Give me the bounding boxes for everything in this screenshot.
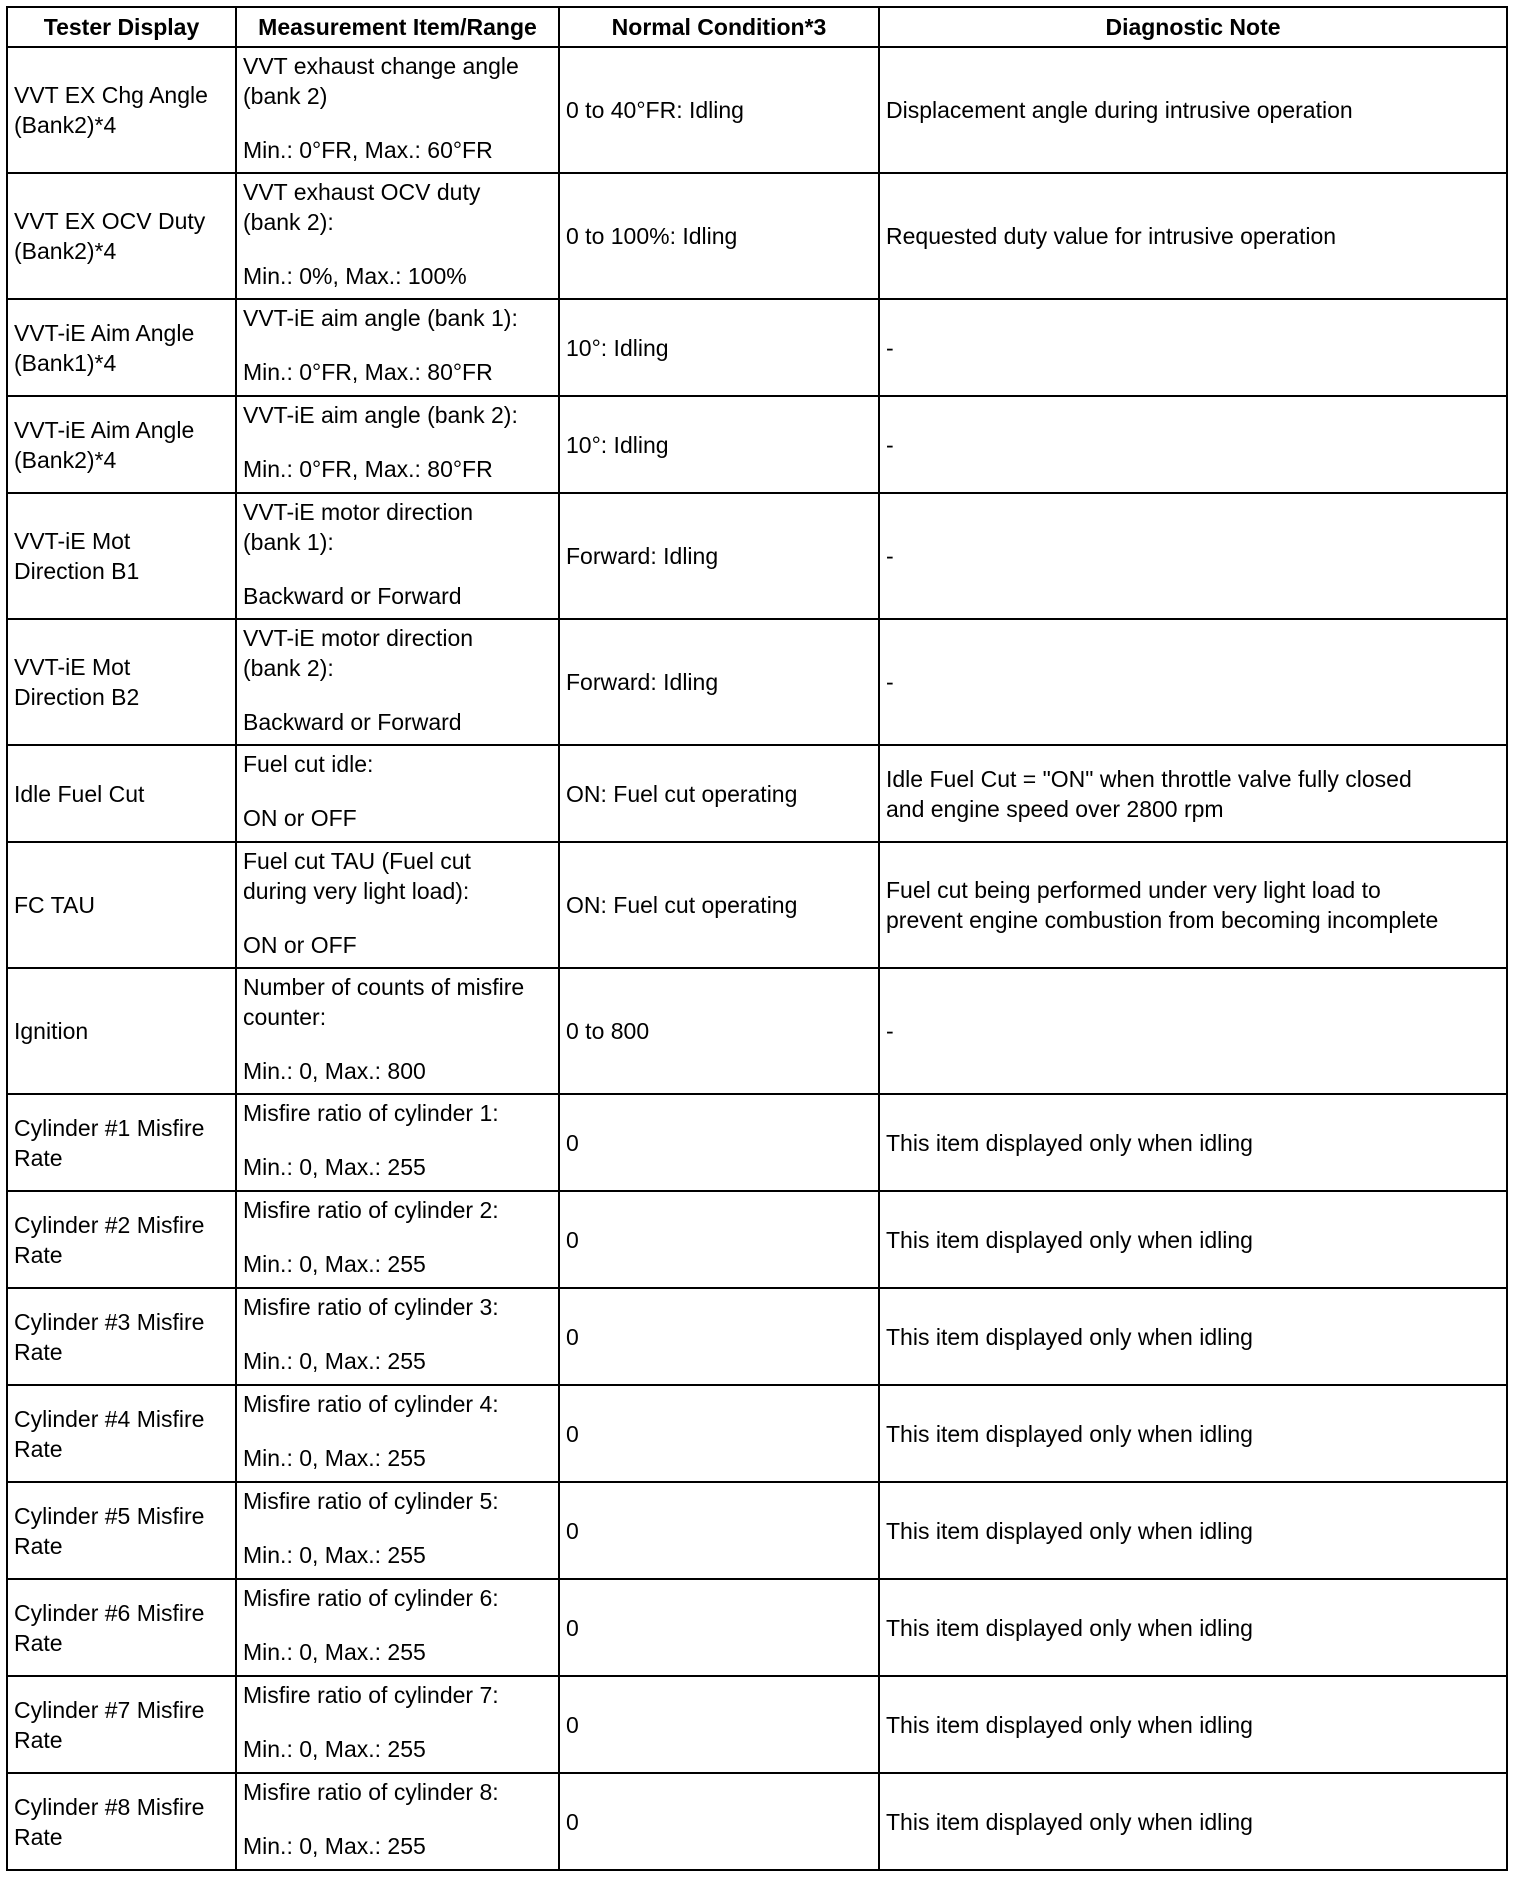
tester-display-cell (7, 396, 236, 493)
normal-condition-cell (559, 1676, 879, 1773)
diagnostic-note-cell (879, 619, 1507, 745)
normal-condition-text: 0 (566, 1808, 579, 1835)
measurement-item-cell (236, 1288, 559, 1385)
tester-display-text: FC TAU (14, 892, 95, 918)
diagnostic-note-cell (879, 1288, 1507, 1385)
normal-condition-cell (559, 173, 879, 299)
diagnostic-note-cell (879, 1482, 1507, 1579)
header-diagnostic-note: Diagnostic Note (879, 7, 1507, 47)
normal-condition-cell (559, 1385, 879, 1482)
measurement-item-cell (236, 745, 559, 842)
diagnostic-note-cell (879, 173, 1507, 299)
measurement-range-text: Min.: 0, Max.: 255 (243, 1154, 426, 1180)
tester-display-text: VVT EX OCV Duty (Bank2)*4 (14, 208, 206, 264)
measurement-gap (243, 1710, 552, 1734)
measurement-gap (243, 779, 552, 803)
tester-display-cell (7, 745, 236, 842)
measurement-item-text: Misfire ratio of cylinder 6: (243, 1585, 499, 1611)
normal-condition-text: 0 to 100%: Idling (566, 223, 738, 249)
tester-display-text: Cylinder #1 Misfire Rate (14, 1114, 205, 1171)
tester-display-text: Cylinder #7 Misfire Rate (14, 1696, 205, 1753)
diagnostic-note-text: - (886, 334, 894, 361)
tester-display-text: VVT-iE Mot Direction B2 (14, 654, 140, 710)
tester-display-cell (7, 1094, 236, 1191)
diagnostic-note-cell (879, 299, 1507, 396)
diagnostic-note-cell (879, 1385, 1507, 1482)
measurement-item-text: Misfire ratio of cylinder 3: (243, 1294, 499, 1320)
header-normal-condition: Normal Condition*3 (559, 7, 879, 47)
table-row (7, 493, 1507, 619)
measurement-gap (243, 333, 552, 357)
normal-condition-text: 0 (566, 1614, 579, 1641)
measurement-item-text: Misfire ratio of cylinder 2: (243, 1197, 499, 1223)
table-row (7, 1094, 1507, 1191)
tester-display-cell (7, 1579, 236, 1676)
tester-display-text: VVT-iE Aim Angle (Bank1)*4 (14, 319, 195, 376)
table-row (7, 299, 1507, 396)
measurement-gap (243, 1613, 552, 1637)
normal-condition-text: 0 (566, 1226, 579, 1253)
diagnostic-note-cell (879, 1191, 1507, 1288)
normal-condition-cell (559, 968, 879, 1094)
normal-condition-text: 10°: Idling (566, 334, 669, 361)
measurement-item-cell (236, 173, 559, 299)
table-row (7, 968, 1507, 1094)
tester-display-cell (7, 1385, 236, 1482)
measurement-item-cell (236, 968, 559, 1094)
tester-display-cell (7, 493, 236, 619)
measurement-range-text: Min.: 0, Max.: 255 (243, 1445, 426, 1471)
diagnostic-note-cell (879, 968, 1507, 1094)
diagnostic-note-text: This item displayed only when idling (886, 1711, 1253, 1738)
measurement-range-text: Min.: 0, Max.: 255 (243, 1542, 426, 1568)
normal-condition-cell (559, 493, 879, 619)
diagnostic-note-cell (879, 1579, 1507, 1676)
diagnostic-note-cell (879, 745, 1507, 842)
measurement-item-cell (236, 1773, 559, 1870)
tester-display-text: VVT-iE Mot Direction B1 (14, 528, 140, 584)
normal-condition-cell (559, 1094, 879, 1191)
measurement-range-text: Min.: 0°FR, Max.: 80°FR (243, 456, 493, 482)
measurement-range-text: Min.: 0, Max.: 255 (243, 1348, 426, 1374)
tester-display-cell (7, 47, 236, 173)
diagnostic-note-text: This item displayed only when idling (886, 1226, 1253, 1253)
diagnostic-note-text: This item displayed only when idling (886, 1129, 1253, 1156)
diagnostic-note-cell (879, 47, 1507, 173)
normal-condition-cell (559, 745, 879, 842)
tester-display-text: Cylinder #2 Misfire Rate (14, 1211, 205, 1268)
measurement-item-cell (236, 1579, 559, 1676)
diagnostic-note-text: This item displayed only when idling (886, 1517, 1253, 1544)
diagnostic-note-text: Fuel cut being performed under very light load to prevent engine combustion from becoming incomplete (886, 877, 1439, 933)
measurement-gap (243, 1322, 552, 1346)
diagnostic-note-text: - (886, 431, 894, 458)
measurement-item-cell (236, 619, 559, 745)
measurement-item-text: VVT-iE motor direction (bank 1): (243, 499, 474, 555)
normal-condition-cell (559, 619, 879, 745)
normal-condition-text: 0 (566, 1323, 579, 1350)
table-row (7, 1385, 1507, 1482)
diagnostic-note-text: - (886, 543, 894, 569)
normal-condition-cell (559, 1773, 879, 1870)
tester-display-text: Cylinder #5 Misfire Rate (14, 1502, 205, 1559)
normal-condition-text: Forward: Idling (566, 543, 719, 569)
measurement-gap (243, 557, 552, 581)
measurement-gap (243, 1032, 552, 1056)
tester-display-cell (7, 1191, 236, 1288)
measurement-range-text: Min.: 0, Max.: 255 (243, 1736, 426, 1762)
measurement-item-text: Fuel cut idle: (243, 751, 374, 777)
measurement-item-cell (236, 1676, 559, 1773)
measurement-item-text: Misfire ratio of cylinder 4: (243, 1391, 499, 1417)
tester-display-text: VVT-iE Aim Angle (Bank2)*4 (14, 416, 195, 473)
measurement-range-text: Backward or Forward (243, 709, 462, 735)
table-row (7, 1579, 1507, 1676)
table-row (7, 1676, 1507, 1773)
measurement-gap (243, 1807, 552, 1831)
tester-display-text: Cylinder #3 Misfire Rate (14, 1308, 205, 1365)
diagnostic-note-text: Idle Fuel Cut = "ON" when throttle valve fully closed and engine speed over 2800 rpm (886, 765, 1412, 822)
measurement-gap (243, 430, 552, 454)
measurement-item-cell (236, 1385, 559, 1482)
tester-display-text: VVT EX Chg Angle (Bank2)*4 (14, 82, 208, 138)
diagnostic-note-cell (879, 1094, 1507, 1191)
normal-condition-text: 0 to 40°FR: Idling (566, 97, 744, 123)
tester-display-cell (7, 842, 236, 968)
measurement-item-text: VVT-iE motor direction (bank 2): (243, 625, 474, 681)
normal-condition-cell (559, 1191, 879, 1288)
table-row (7, 173, 1507, 299)
measurement-item-cell (236, 396, 559, 493)
diagnostic-note-text: Displacement angle during intrusive operation (886, 97, 1353, 123)
tester-display-cell (7, 1773, 236, 1870)
measurement-range-text: Min.: 0%, Max.: 100% (243, 263, 467, 289)
normal-condition-text: 0 (566, 1129, 579, 1156)
normal-condition-cell (559, 1579, 879, 1676)
data-list-table (6, 6, 1508, 1871)
tester-display-text: Cylinder #4 Misfire Rate (14, 1405, 205, 1462)
table-row (7, 745, 1507, 842)
measurement-item-text: Misfire ratio of cylinder 7: (243, 1682, 499, 1708)
header-measurement-item: Measurement Item/Range (236, 7, 559, 47)
normal-condition-cell (559, 1288, 879, 1385)
normal-condition-cell (559, 299, 879, 396)
normal-condition-cell (559, 842, 879, 968)
normal-condition-text: 0 (566, 1420, 579, 1447)
normal-condition-text: 0 (566, 1711, 579, 1738)
tester-display-cell (7, 968, 236, 1094)
normal-condition-text: ON: Fuel cut operating (566, 892, 798, 918)
measurement-item-text: Misfire ratio of cylinder 1: (243, 1100, 499, 1126)
header-row (7, 7, 1507, 47)
table-row (7, 1288, 1507, 1385)
table-row (7, 1773, 1507, 1870)
normal-condition-cell (559, 47, 879, 173)
normal-condition-text: Forward: Idling (566, 669, 719, 695)
diagnostic-note-cell (879, 493, 1507, 619)
diagnostic-note-cell (879, 1773, 1507, 1870)
measurement-item-text: VVT exhaust change angle (bank 2) (243, 53, 519, 109)
measurement-item-text: Number of counts of misfire counter: (243, 974, 525, 1030)
tester-display-cell (7, 1676, 236, 1773)
measurement-item-cell (236, 47, 559, 173)
measurement-item-text: VVT-iE aim angle (bank 1): (243, 305, 518, 331)
measurement-gap (243, 683, 552, 707)
diagnostic-note-text: Requested duty value for intrusive operation (886, 223, 1337, 249)
diagnostic-note-cell (879, 1676, 1507, 1773)
measurement-range-text: Min.: 0, Max.: 255 (243, 1639, 426, 1665)
measurement-range-text: Min.: 0°FR, Max.: 80°FR (243, 359, 493, 385)
tester-display-cell (7, 1288, 236, 1385)
diagnostic-note-text: This item displayed only when idling (886, 1323, 1253, 1350)
table-row (7, 1191, 1507, 1288)
header-tester-display: Tester Display (7, 7, 236, 47)
table-body (7, 47, 1507, 1870)
tester-display-text: Cylinder #8 Misfire Rate (14, 1793, 205, 1850)
measurement-range-text: Min.: 0, Max.: 255 (243, 1251, 426, 1277)
tester-display-text: Ignition (14, 1018, 89, 1044)
normal-condition-cell (559, 396, 879, 493)
document-page (6, 6, 1506, 1871)
table-row (7, 1482, 1507, 1579)
tester-display-cell (7, 1482, 236, 1579)
measurement-gap (243, 1128, 552, 1152)
measurement-item-text: VVT-iE aim angle (bank 2): (243, 402, 518, 428)
measurement-item-text: Misfire ratio of cylinder 8: (243, 1779, 499, 1805)
measurement-gap (243, 1419, 552, 1443)
measurement-range-text: ON or OFF (243, 932, 357, 958)
measurement-range-text: Min.: 0, Max.: 255 (243, 1833, 426, 1859)
tester-display-text: Idle Fuel Cut (14, 780, 145, 807)
diagnostic-note-text: This item displayed only when idling (886, 1420, 1253, 1447)
diagnostic-note-text: This item displayed only when idling (886, 1808, 1253, 1835)
measurement-range-text: Min.: 0°FR, Max.: 60°FR (243, 137, 493, 163)
tester-display-cell (7, 299, 236, 396)
measurement-item-cell (236, 842, 559, 968)
measurement-item-cell (236, 493, 559, 619)
measurement-item-text: Misfire ratio of cylinder 5: (243, 1488, 499, 1514)
table-row (7, 619, 1507, 745)
table-header (7, 7, 1507, 47)
measurement-range-text: Min.: 0, Max.: 800 (243, 1058, 426, 1084)
measurement-item-cell (236, 299, 559, 396)
diagnostic-note-text: - (886, 669, 894, 695)
normal-condition-text: 0 to 800 (566, 1018, 650, 1044)
measurement-gap (243, 1516, 552, 1540)
diagnostic-note-cell (879, 842, 1507, 968)
measurement-gap (243, 906, 552, 930)
measurement-range-text: ON or OFF (243, 805, 357, 831)
measurement-item-cell (236, 1191, 559, 1288)
measurement-item-text: VVT exhaust OCV duty (bank 2): (243, 179, 481, 235)
table-row (7, 842, 1507, 968)
tester-display-text: Cylinder #6 Misfire Rate (14, 1599, 205, 1656)
diagnostic-note-text: - (886, 1018, 894, 1044)
table-row (7, 47, 1507, 173)
measurement-item-cell (236, 1482, 559, 1579)
measurement-gap (243, 111, 552, 135)
normal-condition-cell (559, 1482, 879, 1579)
diagnostic-note-text: This item displayed only when idling (886, 1614, 1253, 1641)
measurement-item-text: Fuel cut TAU (Fuel cut during very light load): (243, 848, 471, 904)
normal-condition-text: 10°: Idling (566, 431, 669, 458)
measurement-gap (243, 237, 552, 261)
table-row (7, 396, 1507, 493)
normal-condition-text: ON: Fuel cut operating (566, 780, 798, 807)
measurement-gap (243, 1225, 552, 1249)
measurement-range-text: Backward or Forward (243, 583, 462, 609)
normal-condition-text: 0 (566, 1517, 579, 1544)
tester-display-cell (7, 619, 236, 745)
measurement-item-cell (236, 1094, 559, 1191)
tester-display-cell (7, 173, 236, 299)
diagnostic-note-cell (879, 396, 1507, 493)
